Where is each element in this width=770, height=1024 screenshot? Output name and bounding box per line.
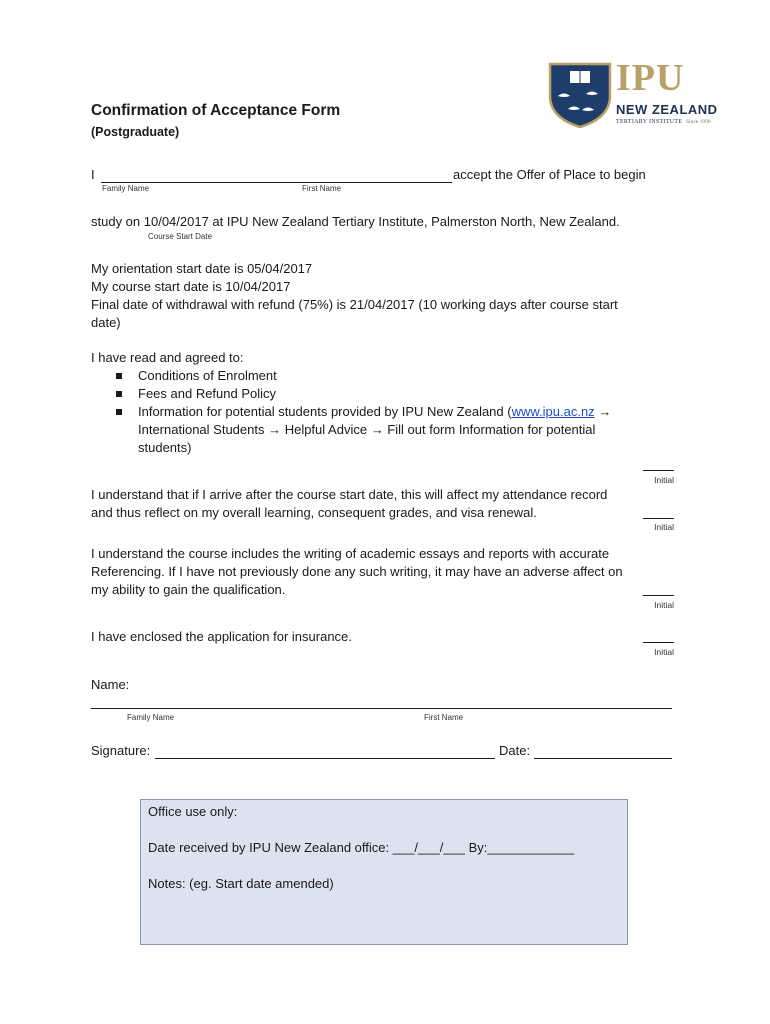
- date-field[interactable]: [534, 744, 672, 759]
- shield-icon: [548, 62, 612, 128]
- office-notes: Notes: (eg. Start date amended): [148, 876, 334, 891]
- name-label: Name:: [91, 677, 130, 692]
- acceptance-suffix: accept the Offer of Place to begin: [453, 167, 646, 182]
- logo-brand: IPU: [616, 57, 685, 99]
- applicant-name-field[interactable]: [101, 168, 452, 183]
- agreement-info-line2: International Students → Helpful Advice → Fill out form Information for potential: [138, 422, 596, 437]
- agreement-info-line1: [138, 403, 611, 421]
- logo-line2: TERTIARY INSTITUTE: [616, 119, 683, 125]
- initial-field[interactable]: [643, 518, 674, 519]
- study-line: study on 10/04/2017 at IPU New Zealand Tertiary Institute, Palmerston North, New Zealand.: [91, 214, 620, 229]
- signature-label: Signature:: [91, 743, 151, 758]
- course-start-label: Course Start Date: [148, 232, 213, 241]
- bullet-icon: [116, 373, 122, 379]
- page-title: Confirmation of Acceptance Form: [91, 102, 341, 119]
- ipu-website-link[interactable]: www.ipu.ac.nz: [511, 404, 595, 419]
- agreements-intro: I have read and agreed to:: [91, 350, 244, 365]
- initial-label: Initial: [654, 522, 674, 532]
- withdrawal-date-line2: date): [91, 315, 121, 330]
- essays-line3: my ability to gain the qualification.: [91, 582, 286, 597]
- office-use-box: [140, 799, 628, 945]
- page-subtitle: (Postgraduate): [91, 125, 180, 139]
- essays-line2: Referencing. If I have not previously done any such writing, it may have an adverse affect on: [91, 564, 623, 579]
- family-name-label: Family Name: [102, 184, 150, 193]
- initial-field[interactable]: [643, 642, 674, 643]
- first-name-label: First Name: [424, 713, 464, 722]
- initial-label: Initial: [654, 600, 674, 610]
- date-label: Date:: [499, 743, 531, 758]
- initial-field[interactable]: [643, 595, 674, 596]
- acceptance-prefix: I: [91, 167, 95, 182]
- agreement-info-prefix: Information for potential students provided by IPU New Zealand (: [138, 404, 512, 419]
- orientation-date: My orientation start date is 05/04/2017: [91, 261, 313, 276]
- late-arrival-line1: I understand that if I arrive after the course start date, this will affect my attendance record: [91, 487, 608, 502]
- office-date-received: Date received by IPU New Zealand office: ___/___/___ By:____________: [148, 840, 575, 855]
- signature-field[interactable]: [155, 744, 495, 759]
- bullet-icon: [116, 391, 122, 397]
- first-name-label: First Name: [302, 184, 342, 193]
- withdrawal-date-line1: Final date of withdrawal with refund (75%) is 21/04/2017 (10 working days after course start: [91, 297, 618, 312]
- family-name-label: Family Name: [127, 713, 175, 722]
- late-arrival-line2: and thus reflect on my overall learning, consequent grades, and visa renewal.: [91, 505, 537, 520]
- initial-field[interactable]: [643, 470, 674, 471]
- insurance-statement: I have enclosed the application for insurance.: [91, 629, 352, 644]
- essays-line1: I understand the course includes the writing of academic essays and reports with accurate: [91, 546, 610, 561]
- name-field[interactable]: [91, 694, 672, 709]
- initial-label: Initial: [654, 475, 674, 485]
- agreement-item: Conditions of Enrolment: [138, 368, 277, 383]
- logo-line1: NEW ZEALAND: [616, 102, 718, 117]
- arrow-icon: →: [598, 404, 612, 419]
- logo-since: Since 1990: [686, 119, 711, 125]
- office-title: Office use only:: [148, 804, 238, 819]
- agreement-info-line3: students): [138, 440, 192, 455]
- agreement-item: Fees and Refund Policy: [138, 386, 277, 401]
- initial-label: Initial: [654, 647, 674, 657]
- course-start-date: My course start date is 10/04/2017: [91, 279, 291, 294]
- ipu-logo: [548, 57, 718, 132]
- bullet-icon: [116, 409, 122, 415]
